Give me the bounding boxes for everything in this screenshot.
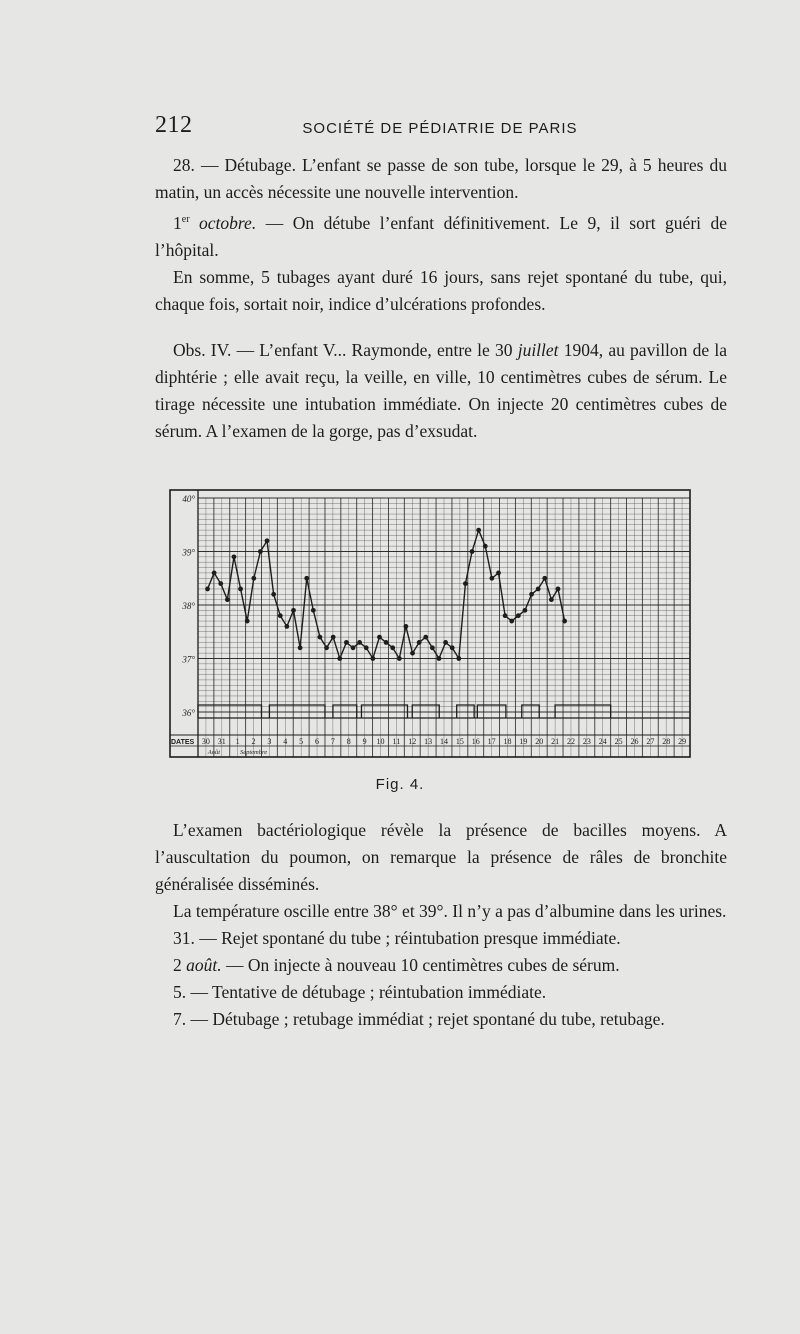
temperature-point <box>410 651 415 656</box>
temperature-point <box>324 645 329 650</box>
temperature-point <box>549 597 554 602</box>
y-tick-label: 38° <box>182 601 195 611</box>
temperature-point <box>265 538 270 543</box>
temperature-point <box>357 640 362 645</box>
temperature-point <box>542 576 547 581</box>
x-tick-label: 28 <box>662 737 671 746</box>
x-tick-label: 14 <box>440 737 448 746</box>
paragraph <box>155 206 727 264</box>
x-tick-label: 4 <box>283 737 288 746</box>
paragraph-text: — On injecte à nouveau 10 centimètres cubes de sérum. <box>221 955 620 975</box>
temperature-point <box>463 581 468 586</box>
x-tick-label: 15 <box>455 737 464 746</box>
temperature-point <box>245 619 250 624</box>
paragraph-text: 1904, au pavillon de la diphtérie ; elle avait reçu, la veille, en ville, 10 centimètres cubes de sérum. Le tirage nécessite une intubation immédiate. On injecte 20 centimètres cubes de sérum. A l’examen de la gorge, pas d’exsudat. <box>155 340 727 441</box>
date-month: juillet <box>517 340 559 360</box>
temperature-point <box>212 571 217 576</box>
date-number: 2 <box>173 955 187 975</box>
temperature-point <box>377 635 382 640</box>
x-tick-label: 22 <box>566 737 575 746</box>
temperature-point <box>351 645 356 650</box>
y-tick-label: 40° <box>182 494 195 504</box>
temperature-chart-svg <box>168 486 692 761</box>
x-tick-label: 18 <box>503 737 512 746</box>
paragraph: 28. — Détubage. L’enfant se passe de son tube, lorsque le 29, à 5 heures du matin, un accès nécessite une nouvelle intervention. <box>155 155 727 202</box>
ordinal-suffix: er <box>181 214 190 225</box>
temperature-point <box>523 608 528 613</box>
temperature-point <box>417 640 422 645</box>
page-number: 212 <box>155 112 193 138</box>
temperature-point <box>298 645 303 650</box>
temperature-point <box>476 528 481 533</box>
x-tick-label: 29 <box>678 737 687 746</box>
temperature-point <box>404 624 409 629</box>
x-tick-label: 26 <box>630 737 639 746</box>
x-tick-label: 2 <box>251 737 256 746</box>
date-row-label: DATES <box>171 739 195 746</box>
temperature-point <box>258 549 263 554</box>
x-tick-label: 6 <box>315 737 320 746</box>
y-tick-label: 36° <box>182 708 195 718</box>
text-block-observation <box>155 337 727 445</box>
temperature-point <box>423 635 428 640</box>
paragraph: 7. — Détubage ; retubage immédiat ; rejet spontané du tube, retubage. <box>173 1009 665 1029</box>
x-tick-label: 1 <box>235 737 240 746</box>
temperature-point <box>430 645 435 650</box>
x-tick-label: 13 <box>424 737 433 746</box>
temperature-point <box>529 592 534 597</box>
temperature-point <box>331 635 336 640</box>
temperature-point <box>284 624 289 629</box>
x-tick-label: 31 <box>217 737 226 746</box>
temperature-point <box>232 554 237 559</box>
temperature-point <box>364 645 369 650</box>
paragraph: L’examen bactériologique révèle la présence de bacilles moyens. A l’auscultation du poumon, on remarque la présence de râles de bronchite généralisée disséminés. <box>155 820 727 894</box>
temperature-point <box>390 645 395 650</box>
temperature-point <box>562 619 567 624</box>
temperature-point <box>384 640 389 645</box>
paragraph <box>155 337 727 445</box>
x-tick-label: 27 <box>646 737 655 746</box>
x-tick-label: 5 <box>299 737 304 746</box>
paragraph <box>155 952 727 979</box>
temperature-point <box>271 592 276 597</box>
temperature-point <box>509 619 514 624</box>
x-tick-label: 11 <box>392 737 401 746</box>
temperature-point <box>483 544 488 549</box>
temperature-point <box>450 645 455 650</box>
text-block-top <box>155 152 727 318</box>
paragraph: La température oscille entre 38° et 39°. Il n’y a pas d’albumine dans les urines. <box>173 901 727 921</box>
month-label: Septembre <box>239 749 268 756</box>
temperature-point <box>503 613 508 618</box>
temperature-point <box>225 597 230 602</box>
temperature-point <box>238 587 243 592</box>
x-tick-label: 20 <box>535 737 544 746</box>
x-tick-label: 7 <box>330 737 335 746</box>
temperature-point <box>337 656 342 661</box>
temperature-point <box>536 587 541 592</box>
x-tick-label: 24 <box>598 737 607 746</box>
date-number: 1 <box>173 212 182 233</box>
temperature-point <box>304 576 309 581</box>
temperature-point <box>205 587 210 592</box>
temperature-point <box>489 576 494 581</box>
x-tick-label: 8 <box>346 737 351 746</box>
x-tick-label: 9 <box>362 737 367 746</box>
temperature-point <box>344 640 349 645</box>
x-tick-label: 16 <box>471 737 480 746</box>
x-tick-label: 17 <box>487 737 496 746</box>
page-header <box>155 112 725 142</box>
figure-caption: Fig. 4. <box>375 776 425 793</box>
running-title: SOCIÉTÉ DE PÉDIATRIE DE PARIS <box>302 120 578 137</box>
paragraph: 31. — Rejet spontané du tube ; réintubation presque immédiate. <box>173 928 621 948</box>
x-tick-label: 12 <box>408 737 417 746</box>
paragraph: 5. — Tentative de détubage ; réintubation immédiate. <box>173 982 547 1002</box>
temperature-point <box>516 613 521 618</box>
temperature-chart <box>168 486 692 761</box>
temperature-point <box>291 608 296 613</box>
x-tick-label: 25 <box>614 737 623 746</box>
temperature-point <box>456 656 461 661</box>
temperature-point <box>318 635 323 640</box>
x-tick-label: 10 <box>376 737 385 746</box>
paragraph-text: — On détube l’enfant définitivement. Le 9, il sort guéri de l’hôpital. <box>155 212 728 260</box>
x-tick-label: 19 <box>519 737 528 746</box>
month-label: Août <box>207 749 221 756</box>
temperature-point <box>278 613 283 618</box>
temperature-point <box>251 576 256 581</box>
y-tick-label: 37° <box>182 654 195 665</box>
y-tick-label: 39° <box>182 547 195 558</box>
temperature-point <box>556 587 561 592</box>
date-month: août. <box>186 955 222 975</box>
temperature-point <box>496 571 501 576</box>
x-tick-label: 30 <box>201 737 210 746</box>
temperature-point <box>218 581 223 586</box>
x-tick-label: 3 <box>267 737 272 746</box>
temperature-point <box>470 549 475 554</box>
x-tick-label: 23 <box>582 737 591 746</box>
temperature-point <box>443 640 448 645</box>
temperature-point <box>437 656 442 661</box>
date-month: octobre. <box>189 212 257 233</box>
paragraph: En somme, 5 tubages ayant duré 16 jours, sans rejet spontané du tube, qui, chaque fois, sortait noir, indice d’ulcérations profondes. <box>155 266 727 314</box>
temperature-point <box>397 656 402 661</box>
x-tick-label: 21 <box>551 737 560 746</box>
text-block-bottom <box>155 817 727 1033</box>
temperature-point <box>311 608 316 613</box>
temperature-point <box>370 656 375 661</box>
paragraph-text: Obs. IV. — L’enfant V... Raymonde, entre le 30 <box>173 340 518 360</box>
